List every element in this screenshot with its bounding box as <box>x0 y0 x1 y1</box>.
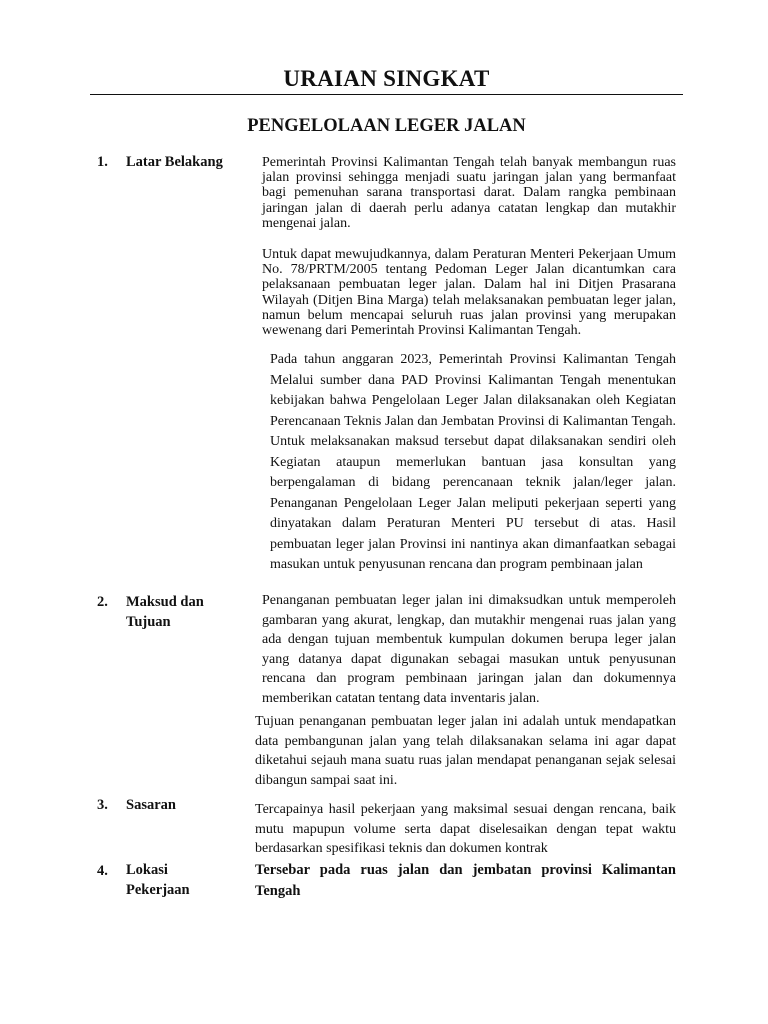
section-label: Sasaran <box>126 797 176 813</box>
paragraph: Tujuan penanganan pembuatan leger jalan ini adalah untuk mendapatkan data pembangunan jalan yang telah dilaksanakan selama ini agar dapat diketahui sejauh mana suatu ruas jalan mendapat penanganan sejak selesai dibangun sampai saat ini. <box>255 714 676 788</box>
document-subtitle: PENGELOLAAN LEGER JALAN <box>247 116 526 136</box>
section-number: 4. <box>97 863 108 879</box>
section-label: Lokasi Pekerjaan <box>126 862 190 898</box>
section-number: 2. <box>97 594 108 610</box>
paragraph: Tercapainya hasil pekerjaan yang maksimal sesuai dengan rencana, baik mutu mapupun volume serta dapat diselesaikan dengan tepat waktu berdasarkan spesifikasi teknis dan dokumen kontrak <box>255 802 676 856</box>
paragraph: Tersebar pada ruas jalan dan jembatan provinsi Kalimantan Tengah <box>255 862 676 899</box>
title-underline <box>90 94 683 95</box>
section-label: Maksud dan Tujuan <box>126 594 204 630</box>
document-title: URAIAN SINGKAT <box>283 66 490 91</box>
section-label: Latar Belakang <box>126 154 223 170</box>
paragraph: Penanganan pembuatan leger jalan ini dimaksudkan untuk memperoleh gambaran yang akurat, lengkap, dan mutakhir mengenai ruas jalan yang ada dengan tujuan membentuk kumpulan dokumen berupa leger jalan yang datanya dapat digunakan sebagai masukan untuk penyusunan rencana dan program pembinaan jaringan jalan dan dokumennya memberikan catatan tentang data inventaris jalan. <box>262 593 676 706</box>
paragraph: Untuk dapat mewujudkannya, dalam Peraturan Menteri Pekerjaan Umum No. 78/PRTM/2005 tentang Pedoman Leger Jalan dicantumkan cara pelaksanaan pembuatan leger jalan. Dalam hal ini Ditjen Prasarana Wilayah (Ditjen Bina Marga) telah melaksanakan pembuatan leger jalan, namun belum mencapai seluruh ruas jalan provinsi yang merupakan wewenang dari Pemerintah Provinsi Kalimantan Tengah. <box>262 247 676 339</box>
paragraph: Pada tahun anggaran 2023, Pemerintah Provinsi Kalimantan Tengah Melalui sumber dana PAD Provinsi Kalimantan Tengah menentukan kebijakan bahwa Pengelolaan Leger Jalan dilaksanakan oleh Kegiatan Perencanaan Teknis Jalan dan Jembatan Provinsi di Kalimantan Tengah. Untuk melaksanakan maksud tersebut dapat dilaksanakan sendiri oleh Kegiatan ataupun memerlukan bantuan jasa konsultan yang berpengalaman di bidang perencanaan teknik jalan/leger jalan. Penanganan Pengelolaan Leger Jalan meliputi pekerjaan seperti yang dinyatakan dalam Peraturan Menteri PU tersebut di atas. Hasil pembuatan leger jalan Provinsi ini nantinya akan dimanfaatkan sebagai masukan untuk penyusunan rencana dan program pembinaan jalan <box>270 352 676 572</box>
paragraph: Pemerintah Provinsi Kalimantan Tengah telah banyak membangun ruas jalan provinsi sehingga menjadi suatu jaringan jalan yang bermanfaat bagi pemenuhan sarana transportasi darat. Dalam rangka pembinaan jaringan jalan di daerah perlu adanya catatan lengkap dan mutakhir mengenai jalan. <box>262 155 676 231</box>
section-number: 3. <box>97 797 108 813</box>
section-number: 1. <box>97 154 108 170</box>
